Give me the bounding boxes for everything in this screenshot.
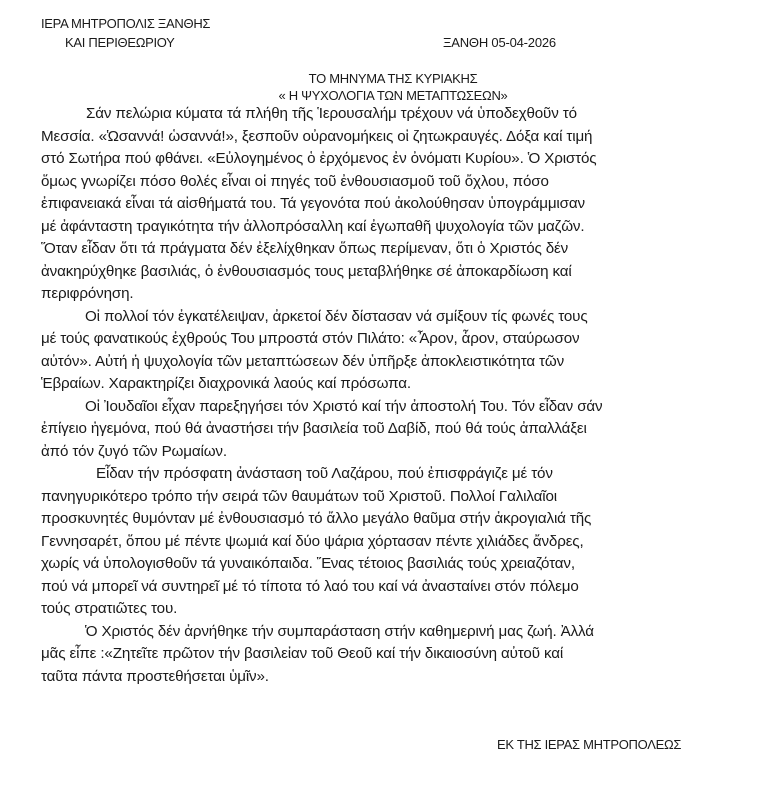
- signature: ΕΚ ΤΗΣ ΙΕΡΑΣ ΜΗΤΡΟΠΟΛΕΩΣ: [497, 737, 682, 752]
- paragraph-2: [41, 306, 761, 396]
- document-title: [0, 70, 766, 104]
- text-line: Εἶδαν τήν πρόσφατη ἀνάσταση τοῦ Λαζάρου, πού ἐπισφράγιζε μέ τόν: [96, 465, 553, 482]
- text-line: Οἱ πολλοί τόν ἐγκατέλειψαν, ἀρκετοί δέν δίστασαν νά σμίξουν τίς φωνές τους: [85, 307, 588, 325]
- text-line: μέ τούς φανατικούς ἐχθρούς Του μπροστά στόν Πιλάτο: «Ἆρον, ἆρον, σταύρωσον: [41, 330, 580, 347]
- text-line: Γεννησαρέτ, ὅπου μέ πέντε ψωμιά καί δύο ψάρια χόρτασαν πέντε χιλιάδες ἄνδρες,: [41, 532, 584, 550]
- text-line: Ὁ Χριστός δέν ἀρνήθηκε τήν συμπαράσταση στήν καθημερινή μας ζωή. Ἀλλά: [85, 622, 594, 640]
- text-line: ἐπιφανειακά εἶναι τά αἰσθήματά του. Τά γεγονότα πού ἀκολούθησαν ὑπογράμμισαν: [41, 195, 585, 212]
- text-line: μᾶς εἶπε :«Ζητεῖτε πρῶτον τήν βασιλεἰαν τοῦ Θεοῦ καί τήν δικαιοσύνη αὐτοῦ καί: [41, 645, 564, 662]
- title-line-1: ΤΟ ΜΗΝΥΜΑ ΤΗΣ ΚΥΡΙΑΚΗΣ: [308, 71, 478, 86]
- text-line: στό Σωτήρα πού φθάνει. «Εὐλογημένος ὁ ἐρχόμενος ἐν ὀνόματι Κυρίου». Ὁ Χριστός: [41, 150, 597, 167]
- document-body: [41, 103, 761, 688]
- text-line: αὐτόν». Αὐτή ἡ ψυχολογία τῶν μεταπτώσεων δέν ὑπῆρξε ἀποκλειστικότητα τῶν: [41, 352, 565, 370]
- issuer-name: ΙΕΡΑ ΜΗΤΡΟΠΟΛΙΣ ΞΑΝΘΗΣ: [41, 16, 211, 31]
- text-line: Σάν πελώρια κύματα τά πλήθη τῆς Ἱερουσαλήμ τρέχουν νά ὑποδεχθοῦν τό: [86, 105, 577, 122]
- text-line: ταῦτα πάντα προστεθήσεται ὑμῖν».: [41, 667, 269, 685]
- text-line: ἐπίγειο ἡγεμόνα, πού θά ἀναστήσει τήν βασιλεία τοῦ Δαβίδ, πού θά τούς ἀπαλλάξει: [41, 420, 587, 437]
- text-line: πού νά μπορεῖ νά συντηρεῖ μέ τό τίποτα τό λαό του καί νά ἀνασταίνει στόν πόλεμο: [41, 577, 579, 595]
- title-line-2: « Η ΨΥΧΟΛΟΓΙΑ ΤΩΝ ΜΕΤΑΠΤΩΣΕΩΝ»: [278, 88, 508, 103]
- text-line: πανηγυρικότερο τρόπο τήν σειρά τῶν θαυμάτων τοῦ Χριστοῦ. Πολλοί Γαλιλαῖοι: [41, 487, 557, 505]
- text-line: ὅμως γνωρίζει πόσο θολές εἶναι οἱ πηγές τοῦ ἐνθουσιασμοῦ τοῦ ὄχλου, πόσο: [41, 172, 549, 190]
- text-line: ἀπό τόν ζυγό τῶν Ρωμαίων.: [41, 442, 227, 460]
- place-date: ΞΑΝΘΗ 05-04-2026: [443, 35, 556, 50]
- text-line: Ἑβραίων. Χαρακτηρίζει διαχρονικά λαούς καί πρόσωπα.: [41, 375, 411, 392]
- issuer-region: ΚΑΙ ΠΕΡΙΘΕΩΡΙΟΥ: [65, 35, 175, 50]
- paragraph-3: [41, 396, 761, 464]
- text-line: μέ ἀφάνταστη τραγικότητα τήν ἀλλοπρόσαλλη καί ἐγωπαθῆ ψυχολογία τῶν μαζῶν.: [41, 217, 585, 235]
- paragraph-1: [41, 103, 761, 306]
- paragraph-5: [41, 621, 761, 689]
- paragraph-4: [41, 463, 761, 621]
- text-line: Μεσσία. «Ὡσαννά! ὡσαννά!», ξεσποῦν οὐρανομήκεις οἱ ζητωκραυγές. Δόξα καί τιμή: [41, 127, 593, 145]
- text-line: χωρίς νά ὑπολογισθοῦν τά γυναικόπαιδα. Ἕνας τέτοιος βασιλιάς τούς χρειαζόταν,: [41, 555, 575, 572]
- text-line: ἀνακηρύχθηκε βασιλιάς, ὁ ἐνθουσιασμός τους μεταβλήθηκε σέ ἀποκαρδίωση καί: [41, 262, 572, 280]
- text-line: Ὅταν εἶδαν ὅτι τά πράγματα δέν ἐξελίχθηκαν ὅπως περίμεναν, ὅτι ὁ Χριστός δέν: [41, 240, 569, 257]
- text-line: Οἱ Ἰουδαῖοι εἶχαν παρεξηγήσει τόν Χριστό καί τήν ἀποστολή Του. Τόν εἶδαν σάν: [85, 397, 603, 415]
- issuer-block: [41, 14, 210, 52]
- text-line: τούς στρατιῶτες του.: [41, 600, 178, 617]
- text-line: προσκυνητές θυμόνταν μέ ἐνθουσιασμό τό ἄλλο μεγάλο θαῦμα στήν ἀκρογιαλιά τῆς: [41, 510, 592, 527]
- text-line: περιφρόνηση.: [41, 285, 134, 302]
